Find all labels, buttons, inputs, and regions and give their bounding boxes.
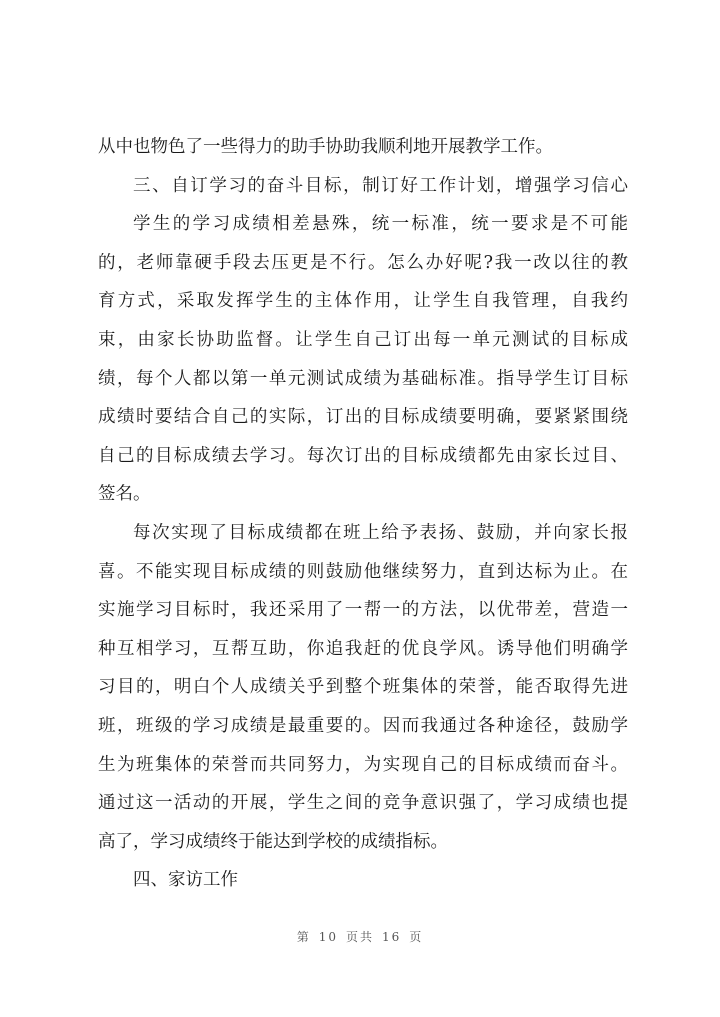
text-line: 育方式，采取发挥学生的主体作用，让学生自我管理，自我约 <box>98 291 628 312</box>
footer-suffix: 页 <box>409 930 424 944</box>
text-line: 通过这一活动的开展，学生之间的竞争意识强了，学习成绩也提 <box>98 793 628 814</box>
text-line: 的，老师靠硬手段去压更是不行。怎么办好呢?我一改以往的教 <box>98 252 628 273</box>
text-line: 习目的，明白个人成绩关乎到整个班集体的荣誉，能否取得先进 <box>98 677 628 698</box>
text-line: 班，班级的学习成绩是最重要的。因而我通过各种途径，鼓励学 <box>98 715 628 736</box>
text-line: 生为班集体的荣誉而共同努力，为实现自己的目标成绩而奋斗。 <box>98 754 628 775</box>
text-line: 绩，每个人都以第一单元测试成绩为基础标准。指导学生订目标 <box>98 368 628 389</box>
text-line: 自己的目标成绩去学习。每次订出的目标成绩都先由家长过目、 <box>98 445 628 466</box>
text-line: 每次实现了目标成绩都在班上给予表扬、鼓励，并向家长报 <box>133 522 628 543</box>
section-heading: 四、家访工作 <box>133 870 238 891</box>
text-line: 束，由家长协助监督。让学生自己订出每一单元测试的目标成 <box>98 329 628 350</box>
text-line: 成绩时要结合自己的实际，订出的目标成绩要明确，要紧紧围绕 <box>98 407 628 428</box>
current-page-number: 10 <box>318 930 338 944</box>
section-heading: 三、自订学习的奋斗目标，制订好工作计划，增强学习信心 <box>133 175 628 196</box>
body-text <box>98 128 628 900</box>
page-footer <box>0 928 720 945</box>
text-line: 从中也物色了一些得力的助手协助我顺利地开展教学工作。 <box>98 137 553 157</box>
footer-prefix: 第 <box>296 930 311 944</box>
text-line: 学生的学习成绩相差悬殊，统一标准，统一要求是不可能 <box>133 214 628 235</box>
text-line: 签名。 <box>98 484 151 505</box>
text-line: 实施学习目标时，我还采用了一帮一的方法，以优带差，营造一 <box>98 600 628 621</box>
text-line: 种互相学习，互帮互助，你追我赶的优良学风。诱导他们明确学 <box>98 638 628 659</box>
text-line: 高了，学习成绩终于能达到学校的成绩指标。 <box>98 831 448 852</box>
footer-middle: 页共 <box>345 930 374 944</box>
text-line: 喜。不能实现目标成绩的则鼓励他继续努力，直到达标为止。在 <box>98 561 628 582</box>
total-pages-number: 16 <box>382 930 402 944</box>
